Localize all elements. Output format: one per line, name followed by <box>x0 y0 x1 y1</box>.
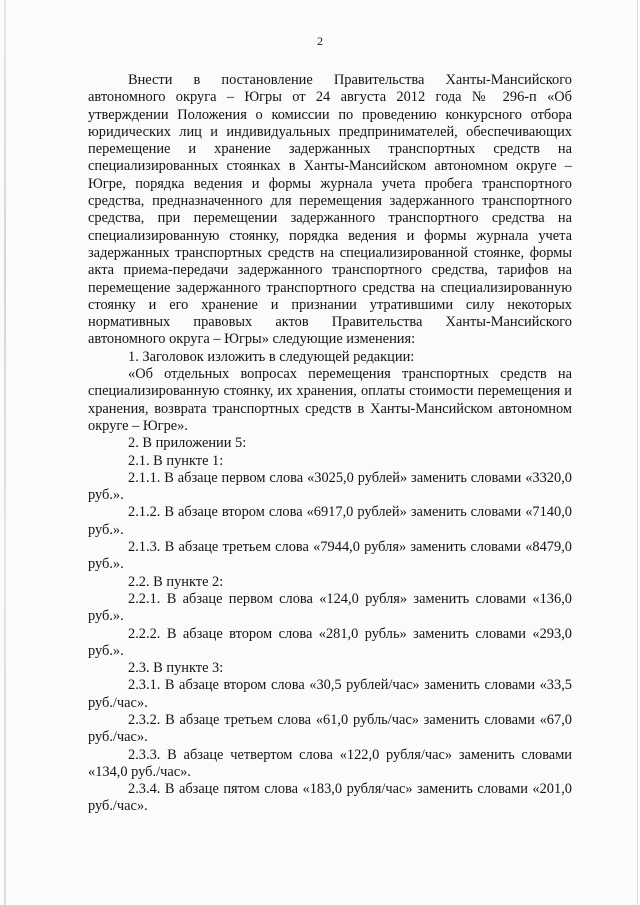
scan-edge-right <box>637 0 638 905</box>
paragraph-item-2-3-2: 2.3.2. В абзаце третьем слова «61,0 рубль/час» заменить словами «67,0 руб./час». <box>88 711 572 746</box>
paragraph-item-2-2-1: 2.2.1. В абзаце первом слова «124,0 рубля» заменить словами «136,0 руб.». <box>88 590 572 625</box>
document-body <box>88 72 572 816</box>
paragraph-item-2-3-3: 2.3.3. В абзаце четвертом слова «122,0 рубля/час» заменить словами «134,0 руб./час». <box>88 746 572 780</box>
scan-edge-left <box>4 0 6 905</box>
paragraph-item-2-1-2: 2.1.2. В абзаце втором слова «6917,0 рублей» заменить словами «7140,0 руб.». <box>88 504 572 538</box>
paragraph-item-2-2: 2.2. В пункте 2: <box>128 573 224 590</box>
paragraph-new-title: «Об отдельных вопросах перемещения транспортных средств на специализированную стоянку, их хранения, оплаты стоимости перемещения и хранения, возврата транспортных средств в Ханты-Мансийском автономном округе – Югре». <box>88 366 572 434</box>
paragraph-item-2-3-1: 2.3.1. В абзаце втором слова «30,5 рублей/час» заменить словами «33,5 руб./час». <box>88 677 572 711</box>
paragraph-item-2-1-1: 2.1.1. В абзаце первом слова «3025,0 рублей» заменить словами «3320,0 руб.». <box>88 469 572 504</box>
paragraph-item-2-3: 2.3. В пункте 3: <box>128 660 224 677</box>
paragraph-item-2-1-3: 2.1.3. В абзаце третьем слова «7944,0 рубля» заменить словами «8479,0 руб.». <box>88 539 572 573</box>
paragraph-item-2-3-4: 2.3.4. В абзаце пятом слова «183,0 рубля/час» заменить словами «201,0 руб./час». <box>88 781 572 815</box>
paragraph-preamble: Внести в постановление Правительства Ханты-Мансийского автономного округа – Югры от 24 августа 2012 года № 296-п «Об утверждении Положения о комиссии по проведению конкурсного отбора юридических лиц и индивидуальных предпринимателей, обеспечивающих перемещение и хранение задержанных транспортных средств на специализированных стоянках в Ханты-Мансийском автономном округе – Югре, порядка ведения и формы журнала учета пробега транспортного средства, предназначенного для перемещения задержанного транспортного средства, при перемещении задержанного транспортного средства на специализированную стоянку, порядка ведения и формы журнала учета задержанных транспортных средств на специализированной стоянке, формы акта приема-передачи задержанного транспортного средства, тарифов на перемещение задержанного транспортного средства на специализированную стоянку и его хранение и признании утратившими силу некоторых нормативных правовых актов Правительства Ханты-Мансийского автономного округа – Югры» следующие изменения: <box>88 72 572 348</box>
paragraph-item-1: 1. Заголовок изложить в следующей редакции: <box>128 348 415 365</box>
paragraph-item-2-1: 2.1. В пункте 1: <box>128 452 224 469</box>
paragraph-item-2: 2. В приложении 5: <box>128 435 247 452</box>
paragraph-item-2-2-2: 2.2.2. В абзаце втором слова «281,0 рубль» заменить словами «293,0 руб.». <box>88 625 572 659</box>
page-number: 2 <box>317 34 323 48</box>
